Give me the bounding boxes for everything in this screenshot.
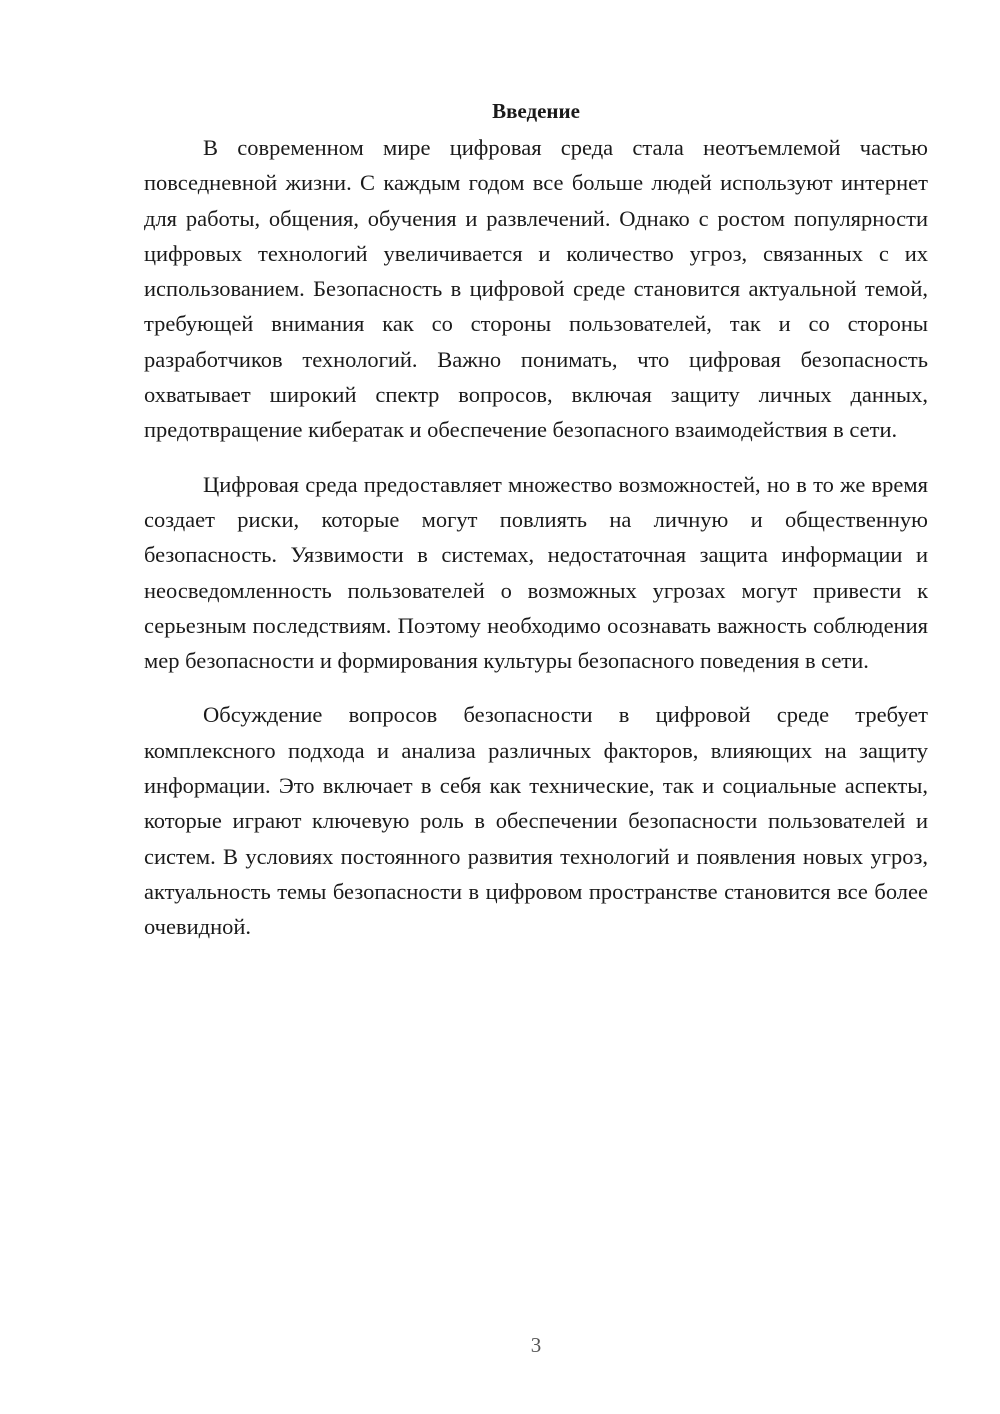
page-number: 3 (530, 1333, 542, 1357)
section-title: Введение (492, 99, 580, 123)
paragraph-1: В современном мире цифровая среда стала неотъемлемой частью повседневной жизни. С каждым годом все больше людей используют интернет для работы, общения, обучения и развлечений. Однако с ростом популярности цифровых технологий увеличивается и количество угроз, связанных с их использованием. Безопасность в цифровой среде становится актуальной темой, требующей внимания как со стороны пользователей, так и со стороны разработчиков технологий. Важно понимать, что цифровая безопасность охватывает широкий спектр вопросов, включая защиту личных данных, предотвращение кибератак и обеспечение безопасного взаимодействия в сети. (144, 135, 928, 443)
page-content (144, 96, 928, 964)
paragraph-2: Цифровая среда предоставляет множество возможностей, но в то же время создает риски, которые могут повлиять на личную и общественную безопасность. Уязвимости в системах, недостаточная защита информации и неосведомленность пользователей о возможных угрозах могут привести к серьезным последствиям. Поэтому необходимо осознавать важность соблюдения мер безопасности и формирования культуры безопасного поведения в сети. (144, 471, 928, 674)
paragraph-3: Обсуждение вопросов безопасности в цифровой среде требует комплексного подхода и анализа различных факторов, влияющих на защиту информации. Это включает в себя как технические, так и социальные аспекты, которые играют ключевую роль в обеспечении безопасности пользователей и систем. В условиях постоянного развития технологий и появления новых угроз, актуальность темы безопасности в цифровом пространстве становится все более очевидной. (144, 702, 928, 940)
